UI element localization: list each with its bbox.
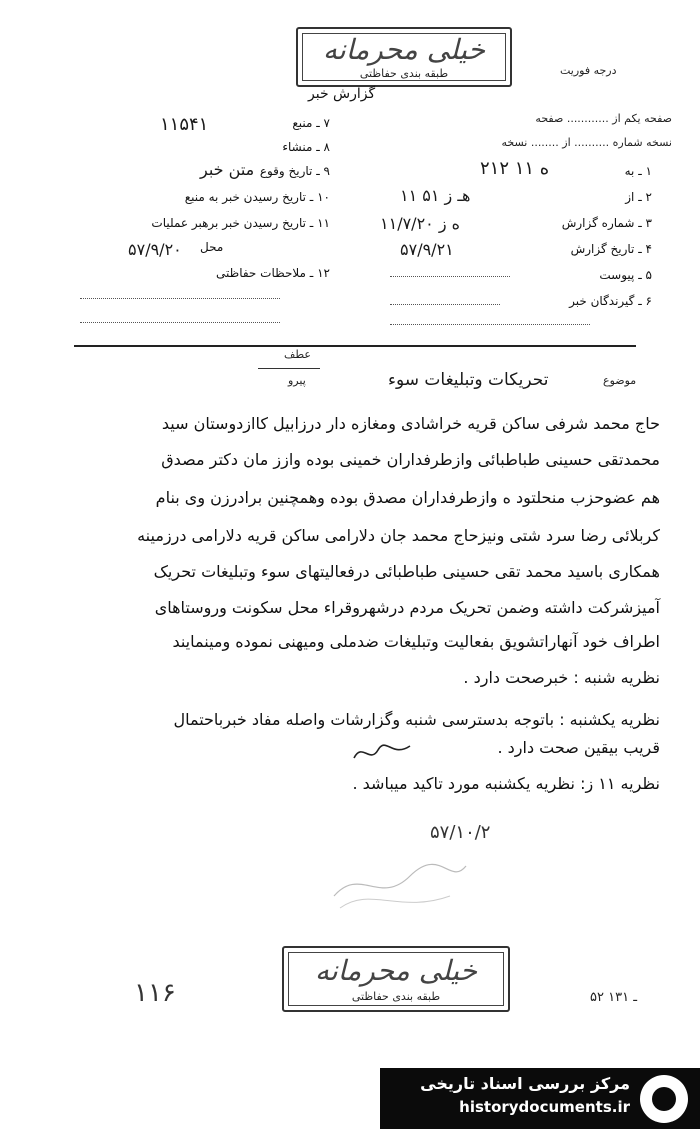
field-place-value: ۵۷/۹/۲۰ (128, 240, 182, 259)
stamp-top-small-text: طبقه بندی حفاظتی (359, 67, 449, 80)
field-attachment-label: ۵ ـ پیوست (599, 268, 652, 282)
page-number-handwritten: ۱۱۶ (134, 978, 176, 1008)
dotted-line-5 (390, 324, 590, 325)
field-source-label: ۷ ـ منبع (292, 116, 330, 130)
logo-text-url: historydocuments.ir (459, 1098, 630, 1116)
body-line-3: هم عضوحزب منحلتود ه وازطرفداران مصدق بوده وهمچنین برادرزن وی بنام (155, 488, 660, 507)
field-occurrence-label: ۹ ـ تاریخ وقوع (259, 164, 330, 178)
copy-line: نسخه شماره .......... از ........ نسخه (501, 136, 672, 149)
body-line-7: اطراف خود آنهاراتشویق بفعالیت وتبلیغات ضدملی ومیهنی نموده ومینمایند (172, 632, 660, 651)
classification-stamp-top (296, 27, 512, 87)
field-recipients-label: ۶ ـ گیرندگان خبر (569, 294, 652, 308)
dotted-line-4 (390, 304, 500, 305)
body-line-4: کربلائی رضا سرد شتی ونیزحاج محمد جان دلارامی ساکن قریه دلارامی درزمینه (137, 526, 660, 545)
field-report-date-label: ۴ ـ تاریخ گزارش (570, 242, 652, 256)
dotted-line-3 (390, 276, 510, 277)
field-source-value: ۱۱۵۴۱ (160, 114, 209, 135)
report-title: گزارش خبر (308, 86, 376, 102)
field-report-number-value: ۱۱/۷/۲۰ ه ز (380, 214, 461, 233)
opinion-line-1: نظریه یکشنبه : باتوجه بدسترسی شنبه وگزارشات واصله مفاد خبرباحتمال (173, 710, 660, 729)
field-received-source-label: ۱۰ ـ تاریخ رسیدن خبر به منبع (184, 190, 330, 204)
classification-stamp-bottom (282, 946, 510, 1012)
dotted-line-2 (80, 322, 280, 323)
field-report-number-label: ۳ ـ شماره گزارش (561, 216, 652, 230)
subject-side-bottom: پیرو (288, 374, 306, 387)
faint-scribble (330, 856, 470, 916)
handwritten-date: ۵۷/۱۰/۲ (430, 822, 491, 843)
opinion-line-2: قریب بیقین صحت دارد . (497, 738, 660, 757)
body-line-1: حاج محمد شرفی ساکن قریه خراشادی ومغازه دار درزابیل کاازدوستان سید (161, 414, 660, 433)
field-from-label: ۲ ـ از (625, 190, 652, 204)
field-to-value: ۲۱۲ ۱۱ ه (480, 158, 550, 179)
field-to-label: ۱ ـ به (624, 164, 652, 178)
stamp-top-big-text: خیلی محرمانه (322, 33, 486, 66)
field-security-notes-label: ۱۲ ـ ملاحظات حفاظتی (216, 266, 330, 280)
field-place-label: محل (200, 240, 224, 254)
field-origin-label: ۸ ـ منشاء (282, 140, 330, 154)
body-line-2: محمدتقی حسینی طباطبائی وازطرفداران خمینی بوده وازز مان دکتر مصدق (161, 450, 660, 469)
body-line-5: همکاری باسید محمد تقی حسینی طباطبائی درفعالیتهای سوء وتبلیغات تحریک (153, 562, 660, 581)
field-occurrence-value: متن خبر (200, 160, 255, 179)
stamp-bottom-big-text: خیلی محرمانه (314, 954, 478, 987)
field-report-date-value: ۵۷/۹/۲۱ (400, 240, 454, 259)
subject-side-divider (258, 368, 320, 369)
logo-text-fa: مرکز بررسی اسناد تاریخی (420, 1074, 630, 1093)
signature-mark (352, 738, 412, 766)
dotted-line-1 (80, 298, 280, 299)
form-number: ۵۲ ـ ۱۳۱ (590, 990, 638, 1005)
subject-side-top: عطف (284, 348, 311, 361)
logo-icon-inner (652, 1087, 676, 1111)
page-line: صفحه یکم از ............ صفحه (535, 112, 672, 125)
subject-text: تحریکات وتبلیغات سوء (388, 370, 549, 390)
header-divider (74, 345, 636, 347)
field-received-ops-label: ۱۱ ـ تاریخ رسیدن خبر برهبر عملیات (151, 216, 330, 230)
subject-label: موضوع (603, 374, 637, 387)
field-from-value: ۱۱ هـ ز ۵۱ (400, 186, 471, 205)
body-line-6: آمیزشرکت داشته وضمن تحریک مردم درشهروقراء محل سکونت وروستاهای (154, 598, 660, 617)
urgency-label: درجه فوریت (560, 64, 617, 77)
opinion-line-3: نظریه ۱۱ ز: نظریه یکشنبه مورد تاکید میباشد . (352, 774, 660, 793)
body-line-8: نظریه شنبه : خبرصحت دارد . (463, 668, 660, 687)
stamp-bottom-small-text: طبقه بندی حفاظتی (351, 990, 441, 1003)
